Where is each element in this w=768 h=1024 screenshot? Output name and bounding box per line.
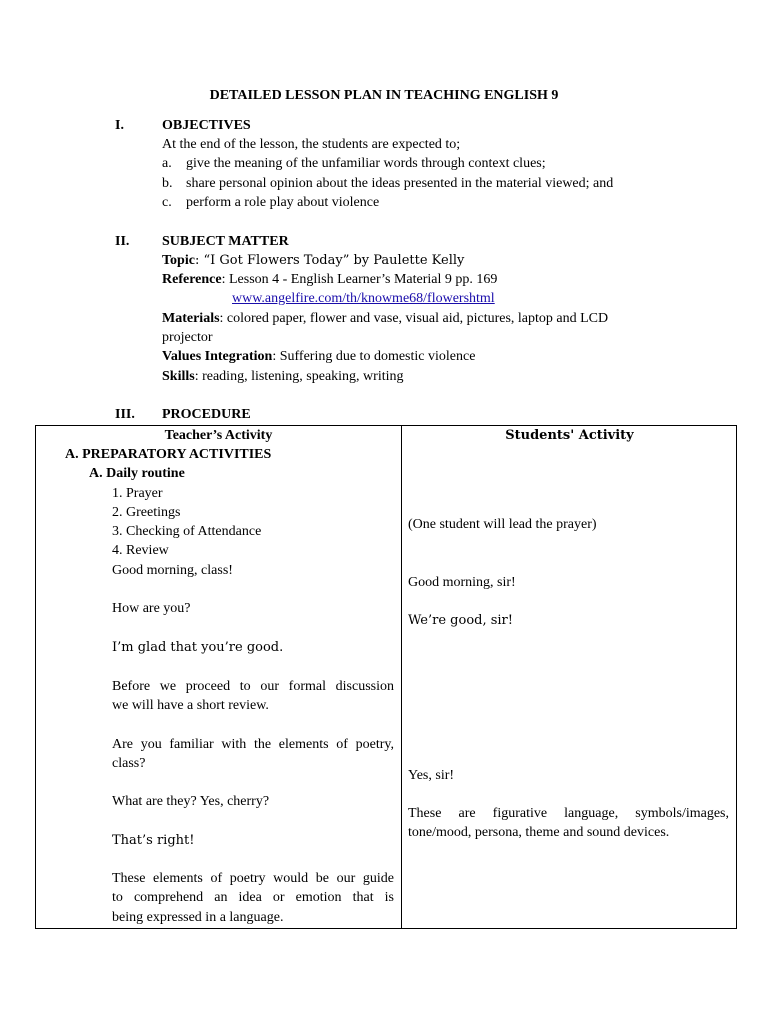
materials-value: : colored paper, flower and vase, visual aid, pictures, laptop and LCD: [219, 311, 609, 326]
skills-line: [162, 367, 404, 386]
document-title: DETAILED LESSON PLAN IN TEACHING ENGLISH 9: [209, 88, 559, 103]
routine-item-prayer: 1. Prayer: [112, 486, 163, 501]
preparatory-activities-heading: A. PREPARATORY ACTIVITIES: [65, 447, 272, 462]
teacher-line-how-are-you: How are you?: [112, 601, 191, 616]
teacher-line-what: What are they? Yes, cherry?: [112, 794, 270, 809]
materials-line: [162, 309, 608, 328]
objective-text-c: perform a role play about violence: [186, 195, 380, 210]
teacher-line-before-2: we will have a short review.: [112, 698, 269, 713]
students-line-these-1: These are figurative language, symbols/images,: [408, 806, 729, 821]
objective-letter-c: c.: [162, 195, 172, 210]
objective-text-b: share personal opinion about the ideas presented in the material viewed; and: [186, 176, 614, 191]
reference-line: [162, 270, 497, 289]
section-heading-procedure: PROCEDURE: [162, 407, 251, 422]
values-label: Values Integration: [162, 349, 273, 364]
skills-value: : reading, listening, speaking, writing: [194, 369, 404, 384]
teacher-line-right: That’s right!: [112, 833, 195, 848]
routine-item-review: 4. Review: [112, 543, 169, 558]
section-heading-objectives: OBJECTIVES: [162, 118, 251, 133]
section-number-procedure: III.: [115, 407, 135, 422]
teacher-activity-header: Teacher’s Activity: [164, 428, 273, 443]
teacher-line-elements-3: being expressed in a language.: [112, 910, 284, 925]
values-line: [162, 347, 475, 366]
teacher-line-good-morning: Good morning, class!: [112, 563, 233, 578]
values-value: : Suffering due to domestic violence: [272, 349, 476, 364]
reference-label: Reference: [162, 272, 222, 287]
reference-value: : Lesson 4 - English Learner’s Material 9 pp. 169: [221, 272, 498, 287]
reference-link[interactable]: www.angelfire.com/th/knowme68/flowershtml: [232, 291, 495, 306]
students-line-these-2: tone/mood, persona, theme and sound devices.: [408, 825, 670, 840]
column-divider: [401, 426, 402, 928]
section-number-objectives: I.: [115, 118, 124, 133]
objectives-intro: At the end of the lesson, the students are expected to;: [162, 137, 461, 152]
teacher-line-glad: I’m glad that you’re good.: [112, 640, 284, 655]
teacher-line-familiar-1: Are you familiar with the elements of poetry,: [112, 737, 394, 752]
objective-letter-b: b.: [162, 176, 173, 191]
section-number-subject-matter: II.: [115, 234, 130, 249]
topic-line: [162, 251, 464, 270]
routine-item-attendance: 3. Checking of Attendance: [112, 524, 262, 539]
students-line-good: We’re good, sir!: [408, 613, 513, 628]
students-activity-header: Students' Activity: [505, 428, 634, 443]
procedure-table: [35, 425, 737, 929]
topic-value: : “I Got Flowers Today” by Paulette Kelly: [194, 253, 465, 268]
topic-label: Topic: [162, 253, 195, 268]
materials-label: Materials: [162, 311, 220, 326]
teacher-line-before-1: Before we proceed to our formal discussion: [112, 679, 394, 694]
skills-label: Skills: [162, 369, 195, 384]
objective-letter-a: a.: [162, 156, 172, 171]
teacher-line-elements-1: These elements of poetry would be our guide: [112, 871, 394, 886]
objective-text-a: give the meaning of the unfamiliar words through context clues;: [186, 156, 546, 171]
teacher-line-elements-2: to comprehend an idea or emotion that is: [112, 890, 394, 905]
teacher-line-familiar-2: class?: [112, 756, 146, 771]
students-line-good-morning: Good morning, sir!: [408, 575, 516, 590]
materials-value-continued: projector: [162, 330, 213, 345]
students-line-yes: Yes, sir!: [408, 768, 455, 783]
section-heading-subject-matter: SUBJECT MATTER: [162, 234, 289, 249]
students-line-prayer: (One student will lead the prayer): [408, 517, 597, 532]
routine-item-greetings: 2. Greetings: [112, 505, 181, 520]
daily-routine-heading: A. Daily routine: [89, 466, 185, 481]
